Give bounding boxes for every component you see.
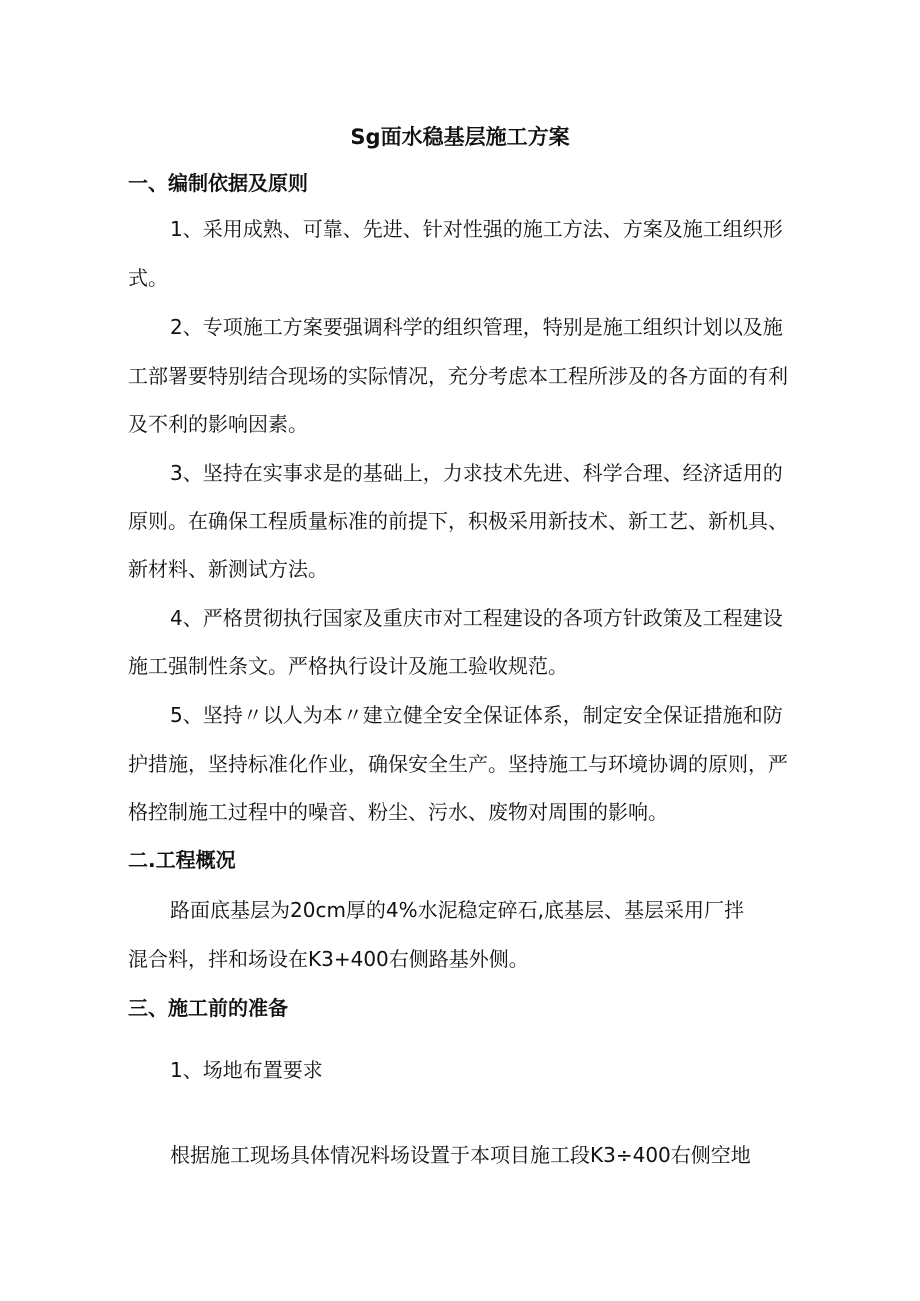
paragraph-line: 路面底基层为20cm厚的4%水泥稳定碎石,底基层、基层采用厂拌 bbox=[170, 898, 745, 922]
paragraph-line: 原则。在确保工程质量标准的前提下，积极采用新技术、新工艺、新机具、 bbox=[128, 509, 788, 533]
section-heading-overview: 二.工程概况 bbox=[128, 848, 236, 872]
paragraph-line: 新材料、新测试方法。 bbox=[128, 557, 328, 581]
paragraph-line: 式。 bbox=[128, 266, 168, 290]
paragraph-line: 2、专项施工方案要强调科学的组织管理，特别是施工组织计划以及施 bbox=[170, 315, 783, 339]
paragraph-line: 及不利的影响因素。 bbox=[128, 412, 308, 436]
paragraph-line: 工部署要特别结合现场的实际情况，充分考虑本工程所涉及的各方面的有利 bbox=[128, 364, 788, 388]
paragraph-line: 根据施工现场具体情况料场设置于本项目施工段K3÷400右侧空地 bbox=[170, 1143, 751, 1167]
paragraph-line: 施工强制性条文。严格执行设计及施工验收规范。 bbox=[128, 654, 568, 678]
subheading-site-layout: 1、场地布置要求 bbox=[170, 1058, 323, 1082]
paragraph-line: 混合料，拌和场设在K3+400右侧路基外侧。 bbox=[128, 947, 529, 971]
paragraph-line: 5、坚持〃以人为本〃建立健全安全保证体系，制定安全保证措施和防 bbox=[170, 703, 783, 727]
paragraph-line: 格控制施工过程中的噪音、粉尘、污水、废物对周围的影响。 bbox=[128, 800, 668, 824]
paragraph-line: 4、严格贯彻执行国家及重庆市对工程建设的各项方针政策及工程建设 bbox=[170, 606, 783, 630]
paragraph-line: 3、坚持在实事求是的基础上，力求技术先进、科学合理、经济适用的 bbox=[170, 461, 783, 485]
document-title: Sg面水稳基层施工方案 bbox=[350, 125, 570, 149]
section-heading-preparation: 三、施工前的准备 bbox=[128, 996, 288, 1020]
paragraph-line: 护措施，坚持标准化作业，确保安全生产。坚持施工与环境协调的原则，严 bbox=[128, 752, 788, 776]
section-heading-basis: 一、编制依据及原则 bbox=[128, 171, 308, 195]
paragraph-line: 1、采用成熟、可靠、先进、针对性强的施工方法、方案及施工组织形 bbox=[170, 217, 783, 241]
